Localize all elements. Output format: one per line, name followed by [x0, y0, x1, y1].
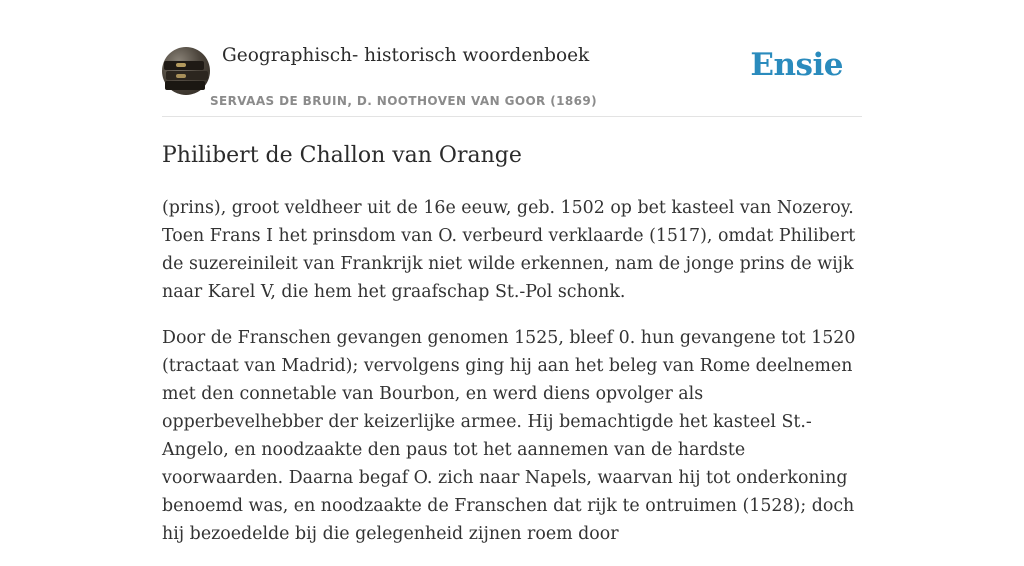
book-cover-avatar[interactable]	[162, 47, 210, 95]
entry-title: Philibert de Challon van Orange	[162, 143, 522, 168]
entry-paragraph: Door de Franschen gevangen genomen 1525, bleef 0. hun gevangene tot 1520 (tractaat van Madrid); vervolgens ging hij aan het beleg van Rome deelnemen met den connetable van Bourbon, en werd diens opvolger als opperbevelhebber der keizerlijke armee. Hij bemachtigde het kasteel St.-Angelo, en noodzaakte den paus tot het aannemen van de hardste voorwaarden. Daarna begaf O. zich naar Napels, waarvan hij tot onderkoning benoemd was, en noodzaakte de Franschen dat rijk te ontruimen (1528); doch hij bezoedelde bij die gelegenheid zijnen roem door	[162, 328, 856, 544]
content-column	[162, 0, 862, 566]
book-header	[162, 0, 862, 117]
entry-body	[162, 194, 862, 548]
book-authors: SERVAAS DE BRUIN, D. NOOTHOVEN VAN GOOR (1869)	[210, 94, 598, 108]
book-title[interactable]: Geographisch- historisch woordenboek	[222, 45, 590, 66]
entry-paragraph: (prins), groot veldheer uit de 16e eeuw, geb. 1502 op bet kasteel van Nozeroy. Toen Frans I het prinsdom van O. verbeurd verklaarde (1517), omdat Philibert de suzereinileit van Frankrijk niet wilde erkennen, nam de jonge prins de wijk naar Karel V, die hem het graafschap St.-Pol schonk.	[162, 198, 856, 302]
ensie-logo[interactable]: Ensie	[750, 47, 843, 83]
